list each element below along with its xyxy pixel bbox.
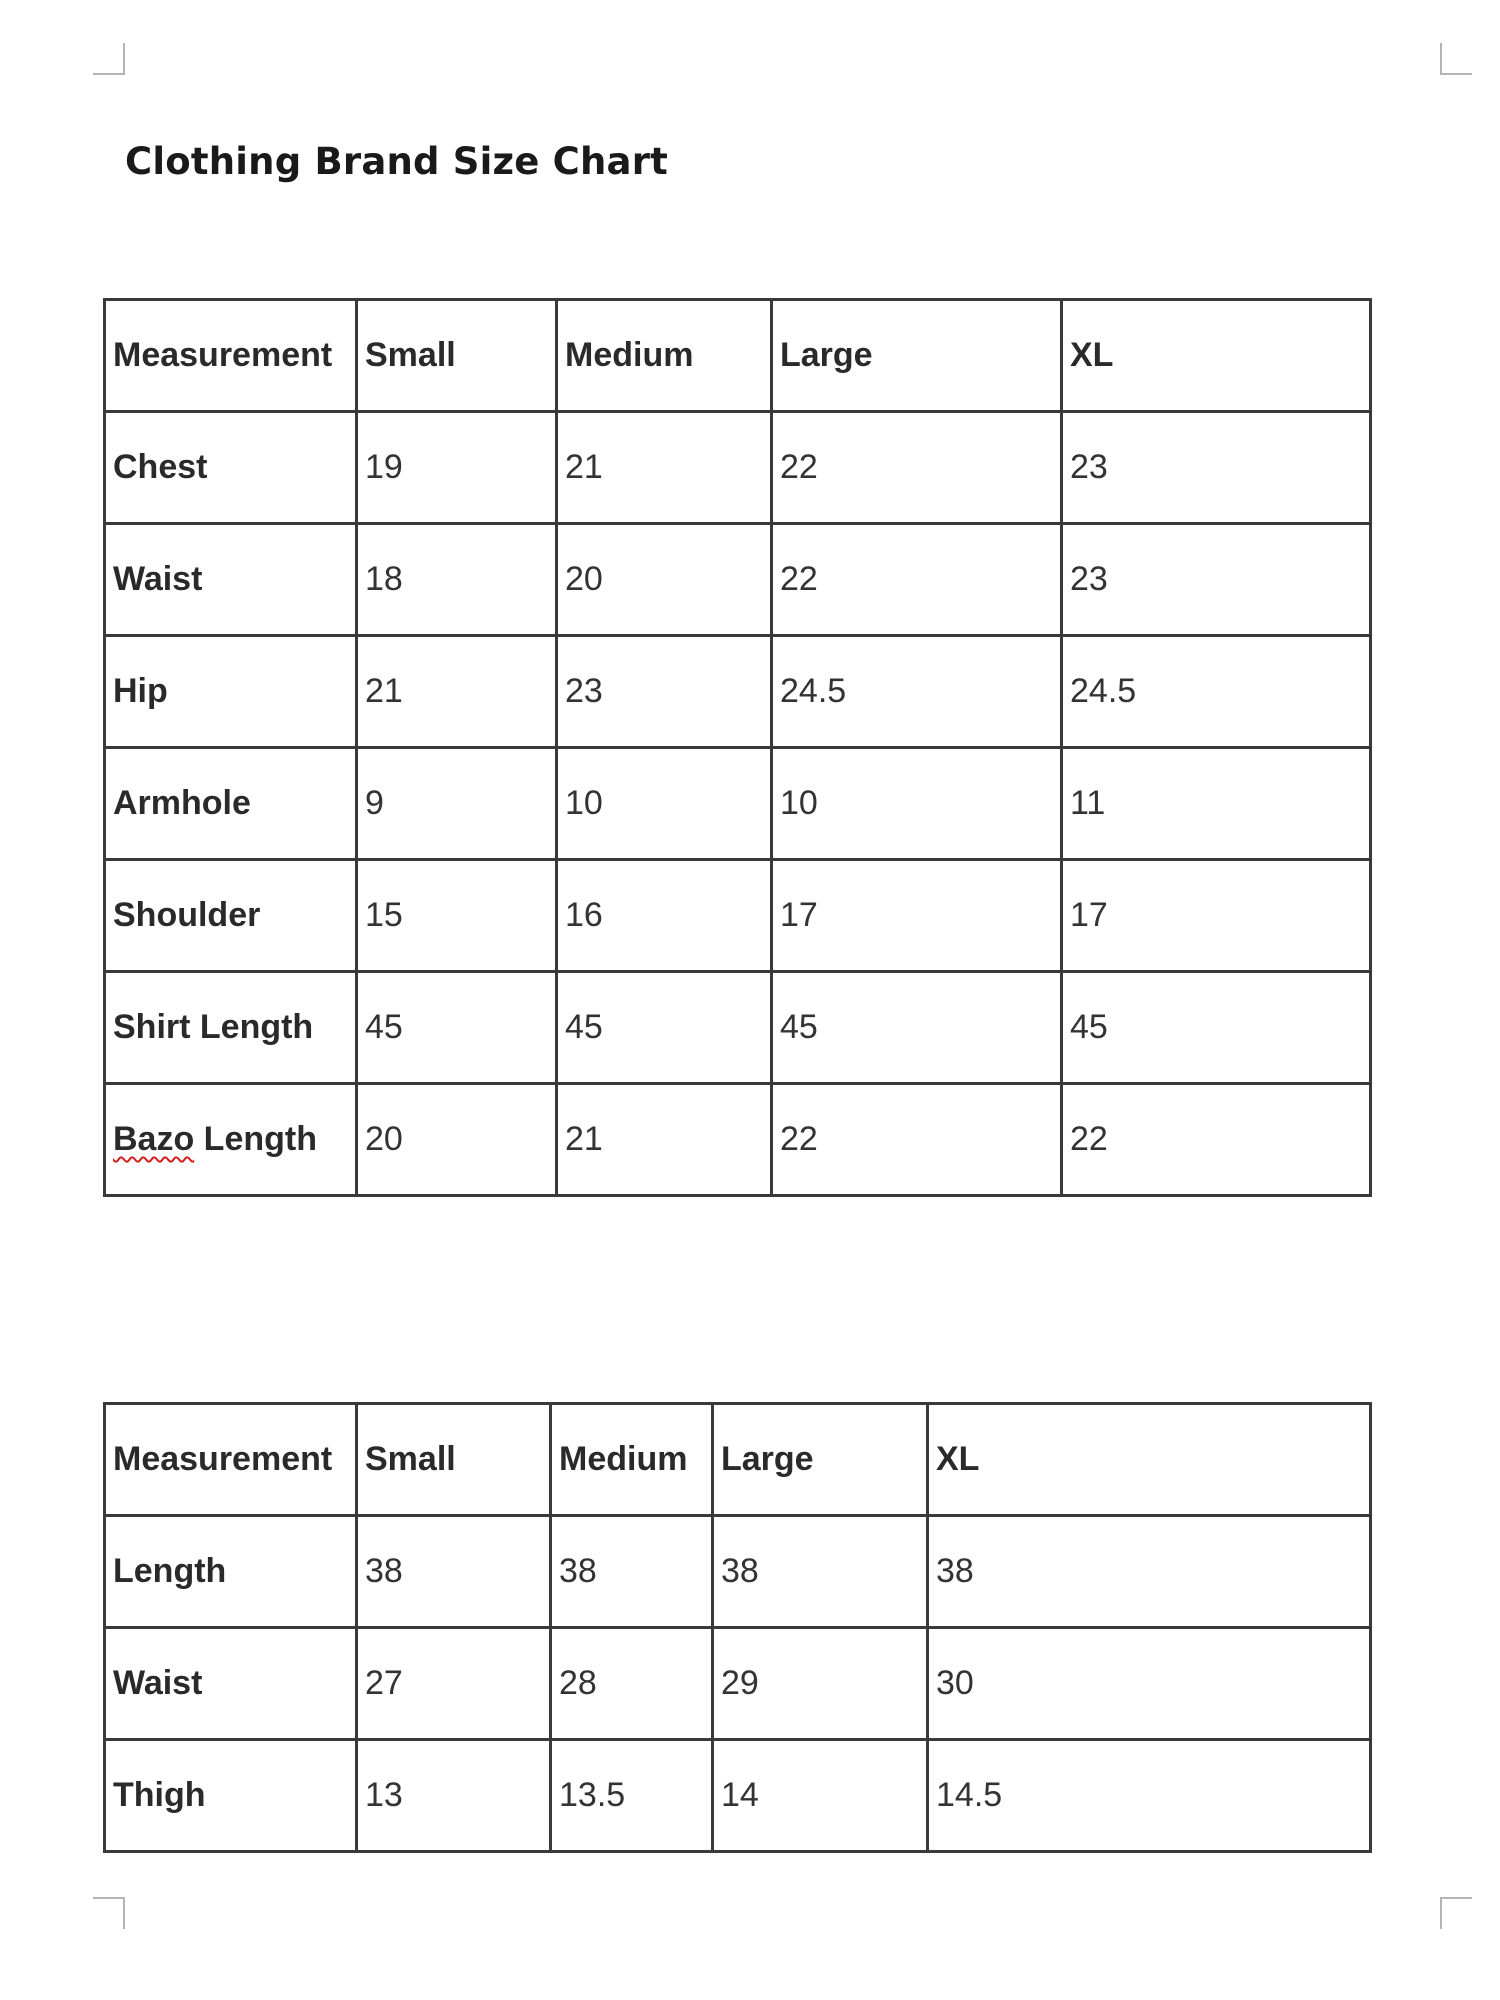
table-cell: 28 bbox=[551, 1628, 713, 1740]
table-row bbox=[105, 748, 1371, 860]
table-cell: 17 bbox=[1062, 860, 1371, 972]
table-cell: 23 bbox=[1062, 412, 1371, 524]
table-cell: 45 bbox=[1062, 972, 1371, 1084]
table-row bbox=[105, 860, 1371, 972]
table-cell: 38 bbox=[713, 1516, 928, 1628]
bottom-size-table bbox=[103, 1402, 1372, 1853]
table-cell: 22 bbox=[1062, 1084, 1371, 1196]
table-cell: 24.5 bbox=[772, 636, 1062, 748]
table-cell: 30 bbox=[928, 1628, 1371, 1740]
table-cell: 23 bbox=[1062, 524, 1371, 636]
table-row bbox=[105, 1516, 1371, 1628]
header-cell: Measurement bbox=[105, 1404, 357, 1516]
table-cell: 21 bbox=[357, 636, 557, 748]
table-cell: 22 bbox=[772, 1084, 1062, 1196]
table-cell: 29 bbox=[713, 1628, 928, 1740]
measurement-label-suffix: Length bbox=[194, 1120, 317, 1158]
measurement-label: Armhole bbox=[105, 748, 357, 860]
table-cell: 14 bbox=[713, 1740, 928, 1852]
table-cell: 38 bbox=[551, 1516, 713, 1628]
table-cell: 10 bbox=[772, 748, 1062, 860]
page-corner-mark-bottom-left bbox=[93, 1897, 125, 1929]
measurement-label: Chest bbox=[105, 412, 357, 524]
header-cell: Large bbox=[772, 300, 1062, 412]
table-cell: 18 bbox=[357, 524, 557, 636]
measurement-label: Hip bbox=[105, 636, 357, 748]
header-cell: XL bbox=[928, 1404, 1371, 1516]
measurement-label: Thigh bbox=[105, 1740, 357, 1852]
header-cell: XL bbox=[1062, 300, 1371, 412]
table-cell: 45 bbox=[357, 972, 557, 1084]
table-cell: 13.5 bbox=[551, 1740, 713, 1852]
table-cell: 15 bbox=[357, 860, 557, 972]
table-cell: 10 bbox=[557, 748, 772, 860]
table-row bbox=[105, 524, 1371, 636]
table-cell: 11 bbox=[1062, 748, 1371, 860]
table-row bbox=[105, 972, 1371, 1084]
table-cell: 9 bbox=[357, 748, 557, 860]
top-size-table bbox=[103, 298, 1372, 1197]
spellcheck-flagged-word[interactable]: Bazo bbox=[113, 1120, 195, 1158]
table-header-row bbox=[105, 1404, 1371, 1516]
measurement-label: Waist bbox=[105, 1628, 357, 1740]
header-cell: Small bbox=[357, 1404, 551, 1516]
measurement-label-bazo-length bbox=[105, 1084, 357, 1196]
table-cell: 27 bbox=[357, 1628, 551, 1740]
table-cell: 24.5 bbox=[1062, 636, 1371, 748]
header-cell: Small bbox=[357, 300, 557, 412]
header-cell: Measurement bbox=[105, 300, 357, 412]
table-cell: 17 bbox=[772, 860, 1062, 972]
table-cell: 21 bbox=[557, 412, 772, 524]
page-corner-mark-top-right bbox=[1440, 43, 1472, 75]
table-cell: 19 bbox=[357, 412, 557, 524]
table-cell: 38 bbox=[928, 1516, 1371, 1628]
header-cell: Medium bbox=[557, 300, 772, 412]
table-cell: 14.5 bbox=[928, 1740, 1371, 1852]
header-cell: Medium bbox=[551, 1404, 713, 1516]
table-header-row bbox=[105, 300, 1371, 412]
page-corner-mark-bottom-right bbox=[1440, 1897, 1472, 1929]
table-cell: 38 bbox=[357, 1516, 551, 1628]
table-cell: 20 bbox=[557, 524, 772, 636]
table-row bbox=[105, 1740, 1371, 1852]
measurement-label: Shoulder bbox=[105, 860, 357, 972]
table-cell: 16 bbox=[557, 860, 772, 972]
table-cell: 21 bbox=[557, 1084, 772, 1196]
table-cell: 23 bbox=[557, 636, 772, 748]
table-cell: 22 bbox=[772, 524, 1062, 636]
table-row bbox=[105, 412, 1371, 524]
measurement-label: Shirt Length bbox=[105, 972, 357, 1084]
table-cell: 22 bbox=[772, 412, 1062, 524]
measurement-label: Waist bbox=[105, 524, 357, 636]
table-cell: 13 bbox=[357, 1740, 551, 1852]
table-row bbox=[105, 1084, 1371, 1196]
table-row bbox=[105, 1628, 1371, 1740]
page-corner-mark-top-left bbox=[93, 43, 125, 75]
measurement-label: Length bbox=[105, 1516, 357, 1628]
document-title: Clothing Brand Size Chart bbox=[125, 140, 669, 183]
header-cell: Large bbox=[713, 1404, 928, 1516]
table-row bbox=[105, 636, 1371, 748]
table-cell: 20 bbox=[357, 1084, 557, 1196]
table-cell: 45 bbox=[557, 972, 772, 1084]
table-cell: 45 bbox=[772, 972, 1062, 1084]
